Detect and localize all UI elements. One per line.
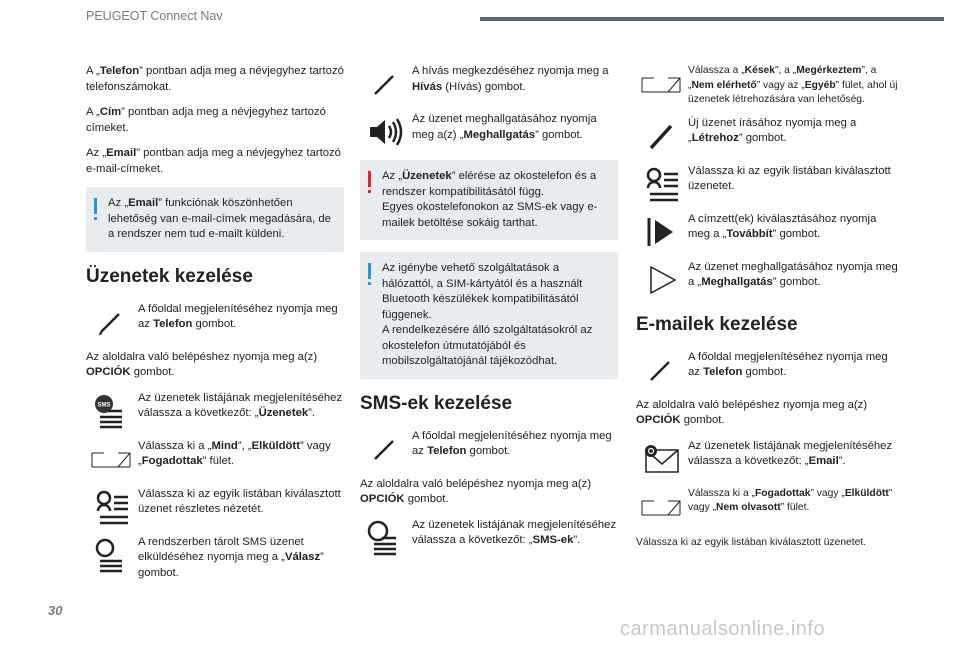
header-bar bbox=[480, 17, 944, 21]
warning-icon bbox=[368, 171, 371, 187]
paragraph-opciok: Az aloldalra való belépéshez nyomja meg a(z) OPCIÓK gombot. bbox=[86, 350, 318, 378]
running-header: PEUGEOT Connect Nav bbox=[86, 9, 223, 23]
step-row bbox=[360, 518, 618, 558]
step-text: Új üzenet írásához nyomja meg a „Létrehoz” gombot. bbox=[688, 116, 857, 144]
step-text: Az üzenetek listájának megjelenítéséhez válassza a következőt: „SMS-ek”. bbox=[412, 518, 617, 546]
step-row bbox=[636, 64, 901, 108]
step-row bbox=[636, 164, 901, 204]
step-row bbox=[86, 302, 344, 342]
step-text: A főoldal megjelenítéséhez nyomja meg az Telefon gombot. bbox=[138, 302, 338, 330]
contact-list-icon bbox=[86, 487, 138, 527]
step-text: A főoldal megjelenítéséhez nyomja meg az Telefon gombot. bbox=[688, 350, 888, 378]
paragraph-opciok: Az aloldalra való belépéshez nyomja meg a(z) OPCIÓK gombot. bbox=[636, 398, 868, 426]
step-row bbox=[636, 487, 901, 527]
paragraph-email: Az „Email” pontban adja meg a névjegyhez tartozó e-mail-címeket. bbox=[86, 147, 341, 175]
paragraph-opciok: Az aloldalra való belépéshez nyomja meg a(z) OPCIÓK gombot. bbox=[360, 477, 592, 505]
step-text: Válassza ki a „Fogadottak” vagy „Elküldött” vagy „Nem olvasott” fület. bbox=[688, 487, 893, 513]
heading-uzenetek: Üzenetek kezelése bbox=[86, 265, 253, 287]
step-text: Válassza ki a „Mind”, „Elküldött” vagy „Fogadottak” fület. bbox=[138, 439, 331, 467]
pencil-icon bbox=[360, 64, 412, 104]
pencil-icon bbox=[360, 429, 412, 469]
step-text: Az üzenetek listájának megjelenítéséhez válassza a következőt: „Email”. bbox=[688, 439, 893, 467]
step-row bbox=[86, 535, 344, 582]
tab-icon bbox=[636, 64, 688, 104]
step-text: A címzett(ek) kiválasztásához nyomja meg a „Továbbít” gombot. bbox=[688, 212, 877, 240]
step-row bbox=[636, 350, 901, 390]
tab-icon bbox=[86, 439, 138, 479]
step-text: Válassza a „Kések”, a „Megérkeztem”, a „Nem elérhető” vagy az „Egyéb” fület, ahol új üzenetek létrehozására van lehetőség. bbox=[688, 65, 898, 105]
pencil-icon bbox=[636, 116, 688, 156]
speaker-icon bbox=[360, 112, 412, 152]
email-icon bbox=[636, 439, 688, 479]
heading-emailek: E-mailek kezelése bbox=[636, 313, 798, 335]
sms-list-icon bbox=[86, 391, 138, 431]
sms-list-icon bbox=[360, 518, 412, 558]
step-row bbox=[636, 212, 901, 252]
warning-box: Az „Üzenetek” elérése az okostelefon és a rendszer kompatibilitásától függ. Egyes okostelefonokon az SMS-ek vagy e-mailek betöltése sokáig tarthat. bbox=[360, 160, 618, 240]
column-3 bbox=[636, 64, 901, 560]
step-text: Az üzenetek listájának megjelenítéséhez válassza a következőt: „Üzenetek”. bbox=[138, 391, 343, 419]
paragraph-telefon: A „Telefon” pontban adja meg a névjegyhez tartozó telefonszámokat. bbox=[86, 65, 344, 93]
step-text: A hívás megkezdéséhez nyomja meg a Hívás (Hívás) gombot. bbox=[412, 65, 609, 93]
step-text: Válassza ki az egyik listában kiválasztott üzenet részletes nézetét. bbox=[138, 487, 341, 515]
contact-list-icon bbox=[636, 164, 688, 204]
pencil-icon bbox=[636, 350, 688, 390]
step-row bbox=[86, 487, 344, 527]
heading-sms: SMS-ek kezelése bbox=[360, 392, 513, 414]
column-2 bbox=[360, 64, 618, 566]
paragraph-select: Válassza ki az egyik listában kiválasztott üzenetet. bbox=[636, 536, 867, 548]
step-text: Válassza ki az egyik listában kiválasztott üzenetet. bbox=[688, 164, 891, 192]
paragraph-cim: A „Cím” pontban adja meg a névjegyhez tartozó címeket. bbox=[86, 106, 326, 134]
step-row bbox=[86, 439, 344, 479]
info-box-services: Az igénybe vehető szolgáltatások a hálózattól, a SIM-kártyától és a használt Bluetooth készülékek kompatibilitásától függenek. A rendelkezésére álló szolgáltatásokról az okostelefon útmutatójából és mobilszolgáltatójánál tájékozódhat. bbox=[360, 252, 618, 379]
step-text: A főoldal megjelenítéséhez nyomja meg az Telefon gombot. bbox=[412, 429, 612, 457]
step-row bbox=[360, 429, 618, 469]
step-row bbox=[636, 439, 901, 479]
step-row bbox=[636, 116, 901, 156]
watermark: carmanualsonline.info bbox=[620, 618, 826, 640]
step-row bbox=[360, 112, 618, 152]
step-row bbox=[636, 260, 901, 300]
info-icon bbox=[94, 198, 97, 214]
tab-icon bbox=[636, 487, 688, 527]
step-text: Az üzenet meghallgatásához nyomja meg a(z) „Meghallgatás” gombot. bbox=[412, 113, 597, 141]
step-text: A rendszerben tárolt SMS üzenet elküldéséhez nyomja meg a „Válasz” gombot. bbox=[138, 535, 324, 579]
page-number: 30 bbox=[48, 603, 63, 618]
sms-badge-text: SMS bbox=[97, 402, 111, 408]
info-box-email: Az „Email” funkciónak köszönhetően lehetőség van e-mail-címek megadására, de a rendszer nem tud e-mailt küldeni. bbox=[86, 187, 344, 252]
info-icon bbox=[368, 263, 371, 279]
step-text: Az üzenet meghallgatásához nyomja meg a „Meghallgatás” gombot. bbox=[688, 260, 898, 288]
play-icon bbox=[636, 260, 688, 300]
step-row bbox=[86, 391, 344, 431]
forward-icon bbox=[636, 212, 688, 252]
column-1 bbox=[86, 64, 344, 589]
pencil-icon bbox=[86, 302, 138, 342]
step-row bbox=[360, 64, 618, 104]
reply-icon bbox=[86, 535, 138, 575]
